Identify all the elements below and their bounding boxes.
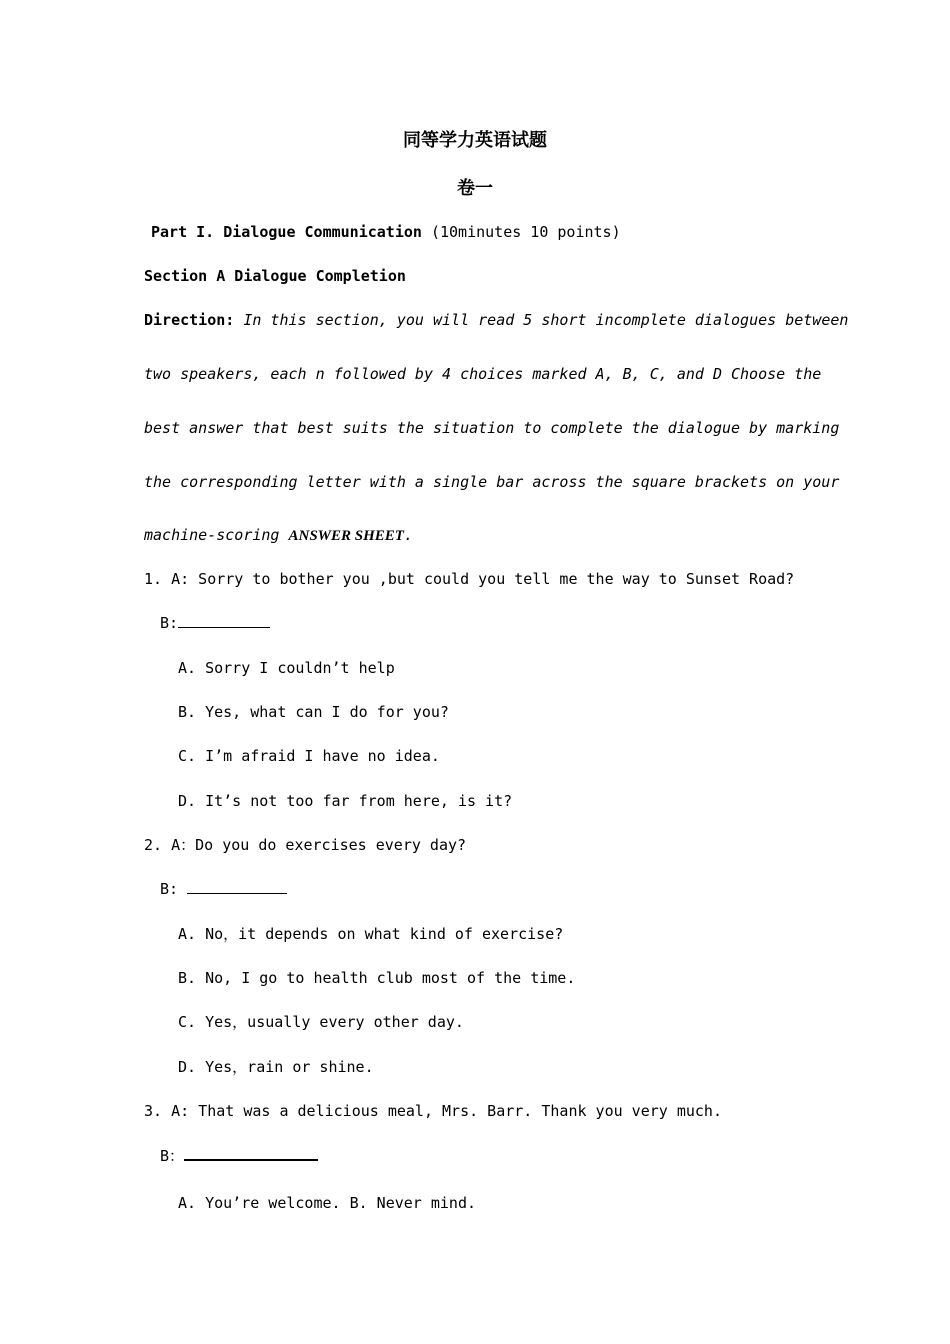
direction-line-1: [144, 310, 848, 330]
direction-label: Direction:: [144, 311, 235, 329]
question-2-answer-line: [160, 879, 287, 899]
direction-line-3: best answer that best suits the situation to complete the dialogue by marking: [144, 419, 840, 437]
section-heading: Section A Dialogue Completion: [144, 267, 406, 285]
question-1-prompt: 1. A: Sorry to bother you ,but could you tell me the way to Sunset Road?: [144, 570, 795, 588]
direction-line-4: the corresponding letter with a single bar across the square brackets on your: [144, 473, 840, 491]
part-info: (10minutes 10 points): [421, 223, 621, 241]
question-3-option-a: A. You’re welcome. B. Never mind.: [178, 1194, 477, 1212]
question-3-blank: [184, 1145, 318, 1161]
question-2-option-a: A. No，it depends on what kind of exercise?: [178, 925, 564, 943]
part-heading: [151, 222, 621, 242]
direction-period: .: [403, 526, 413, 544]
question-2-option-c: C. Yes，usually every other day.: [178, 1013, 464, 1031]
question-1-answer-line: [160, 613, 270, 633]
question-3-answer-line: [160, 1145, 318, 1166]
question-2-option-b: B. No, I go to health club most of the time.: [178, 969, 576, 987]
direction-line-2: two speakers, each n followed by 4 choices marked A, B, C, and D Choose the: [144, 365, 822, 383]
question-3-b-label: B：: [160, 1147, 185, 1165]
question-1-b-label: B:: [160, 614, 179, 632]
answer-sheet-label: ANSWER SHEET: [288, 528, 404, 544]
part-label: Part I. Dialogue Communication: [151, 223, 422, 241]
question-1-option-a: A. Sorry I couldn’t help: [178, 659, 395, 677]
question-2-b-label: B:: [160, 880, 188, 898]
question-1-option-c: C. I’m afraid I have no idea.: [178, 747, 440, 765]
question-1-option-b: B. Yes, what can I do for you?: [178, 703, 449, 721]
question-2-option-d: D. Yes，rain or shine.: [178, 1058, 374, 1076]
question-1-option-d: D. It’s not too far from here, is it?: [178, 792, 513, 810]
page-subtitle: 卷一: [457, 178, 493, 199]
direction-text: In this section, you will read 5 short incomplete dialogues between: [243, 311, 849, 329]
question-2-prompt: 2. A：Do you do exercises every day?: [144, 836, 467, 854]
page-title: 同等学力英语试题: [403, 130, 547, 151]
question-3-prompt: 3. A: That was a delicious meal, Mrs. Barr. Thank you very much.: [144, 1102, 722, 1120]
question-2-blank: [187, 879, 287, 894]
question-1-blank: [178, 613, 270, 628]
direction-line-5: [144, 525, 413, 546]
direction-text-end: machine-scoring: [144, 526, 289, 544]
